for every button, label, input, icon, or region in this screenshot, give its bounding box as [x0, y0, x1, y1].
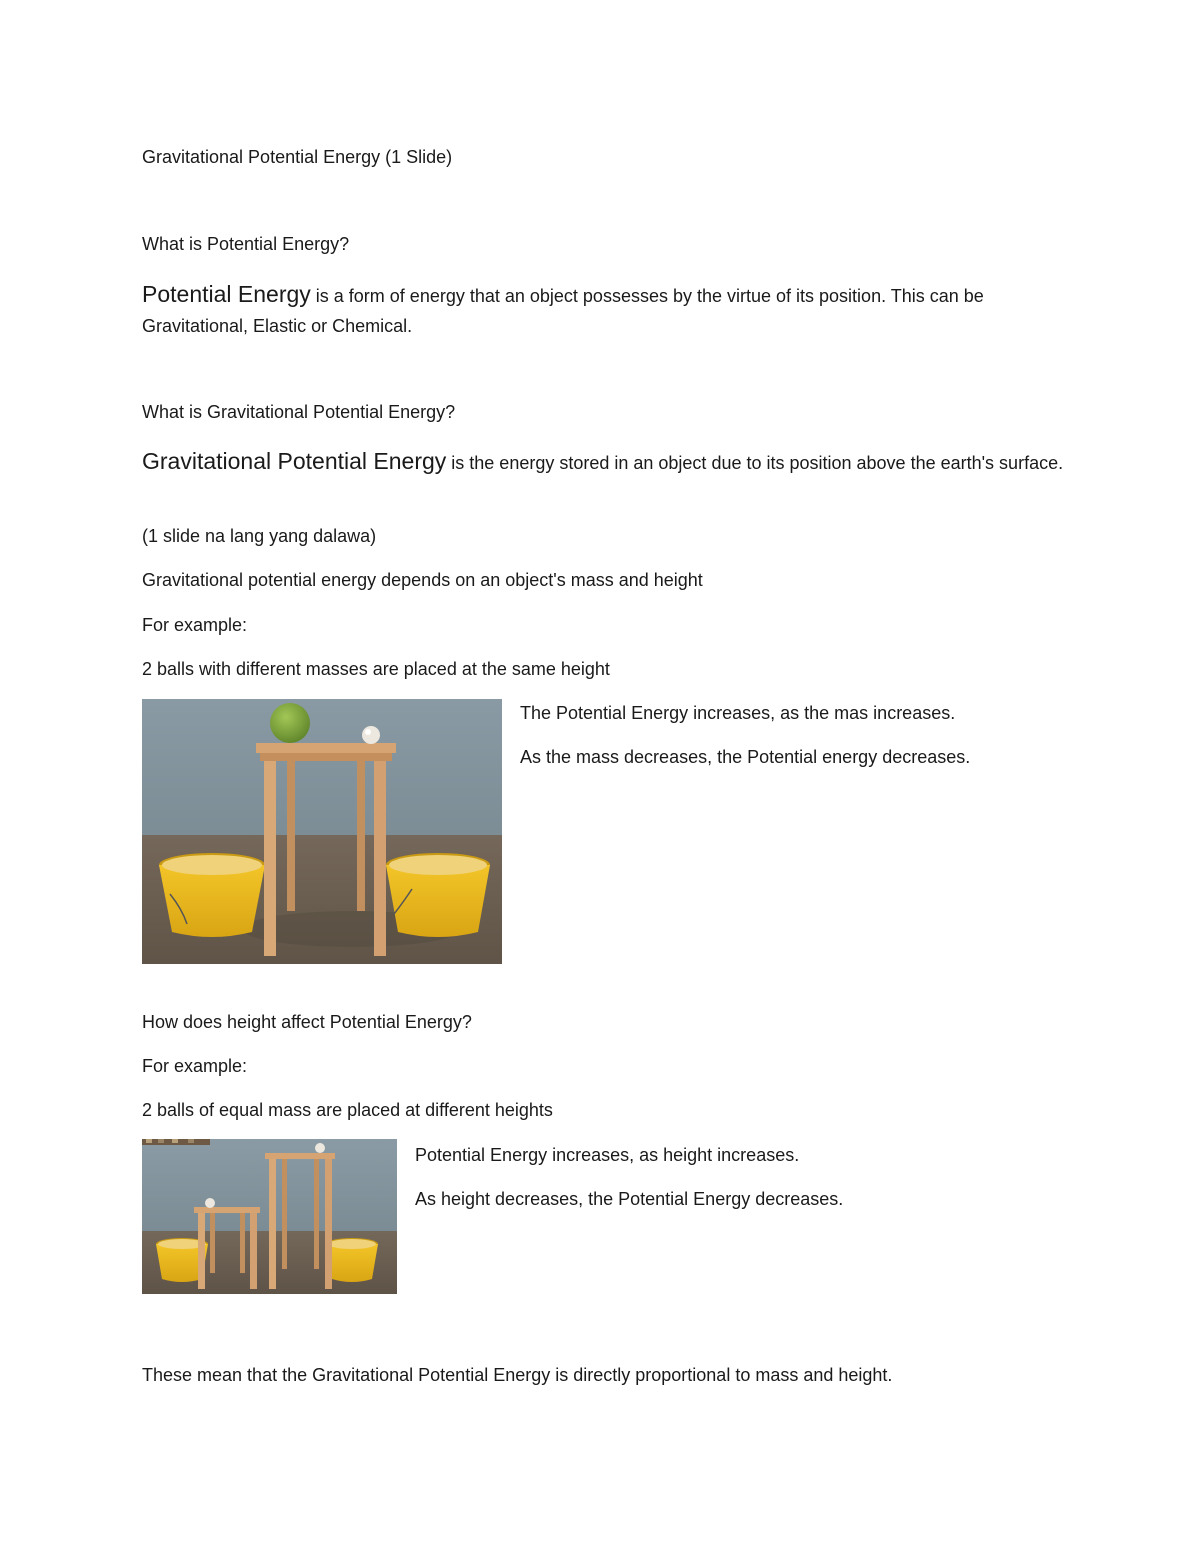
potential-energy-definition-text: is a form of energy that an object possesses by the virtue of its position. This can be Gravitational, Elastic or Chemical.: [142, 286, 984, 336]
document-title: Gravitational Potential Energy (1 Slide): [142, 147, 453, 167]
term-gravitational-potential-energy: Gravitational Potential Energy: [142, 448, 447, 474]
term-potential-energy: Potential Energy: [142, 281, 311, 307]
question-height-effect: How does height affect Potential Energy?: [142, 1012, 472, 1032]
example-label: For example:: [142, 615, 248, 635]
question-potential-energy: What is Potential Energy?: [142, 234, 350, 254]
mass-example-statement: 2 balls with different masses are placed at the same height: [142, 659, 610, 679]
height-note-2: As height decreases, the Potential Energy decreases.: [415, 1189, 844, 1209]
height-note-1: Potential Energy increases, as height increases.: [415, 1145, 800, 1165]
mass-note-2: As the mass decreases, the Potential energy decreases.: [520, 747, 971, 767]
example-label-2: For example:: [142, 1056, 248, 1076]
mass-comparison-image: [142, 699, 502, 964]
height-comparison-image: [142, 1139, 397, 1294]
gravitational-potential-energy-definition: [142, 446, 1072, 478]
conclusion-statement: These mean that the Gravitational Potential Energy is directly proportional to mass and height.: [142, 1365, 893, 1385]
slide-note: (1 slide na lang yang dalawa): [142, 526, 377, 546]
depends-statement: Gravitational potential energy depends on an object's mass and height: [142, 570, 703, 590]
height-example-statement: 2 balls of equal mass are placed at different heights: [142, 1100, 553, 1120]
gravitational-potential-energy-definition-text: is the energy stored in an object due to its position above the earth's surface.: [446, 453, 1064, 473]
question-gravitational-potential-energy: What is Gravitational Potential Energy?: [142, 402, 456, 422]
mass-note-1: The Potential Energy increases, as the mas increases.: [520, 703, 956, 723]
potential-energy-definition: [142, 279, 1072, 341]
